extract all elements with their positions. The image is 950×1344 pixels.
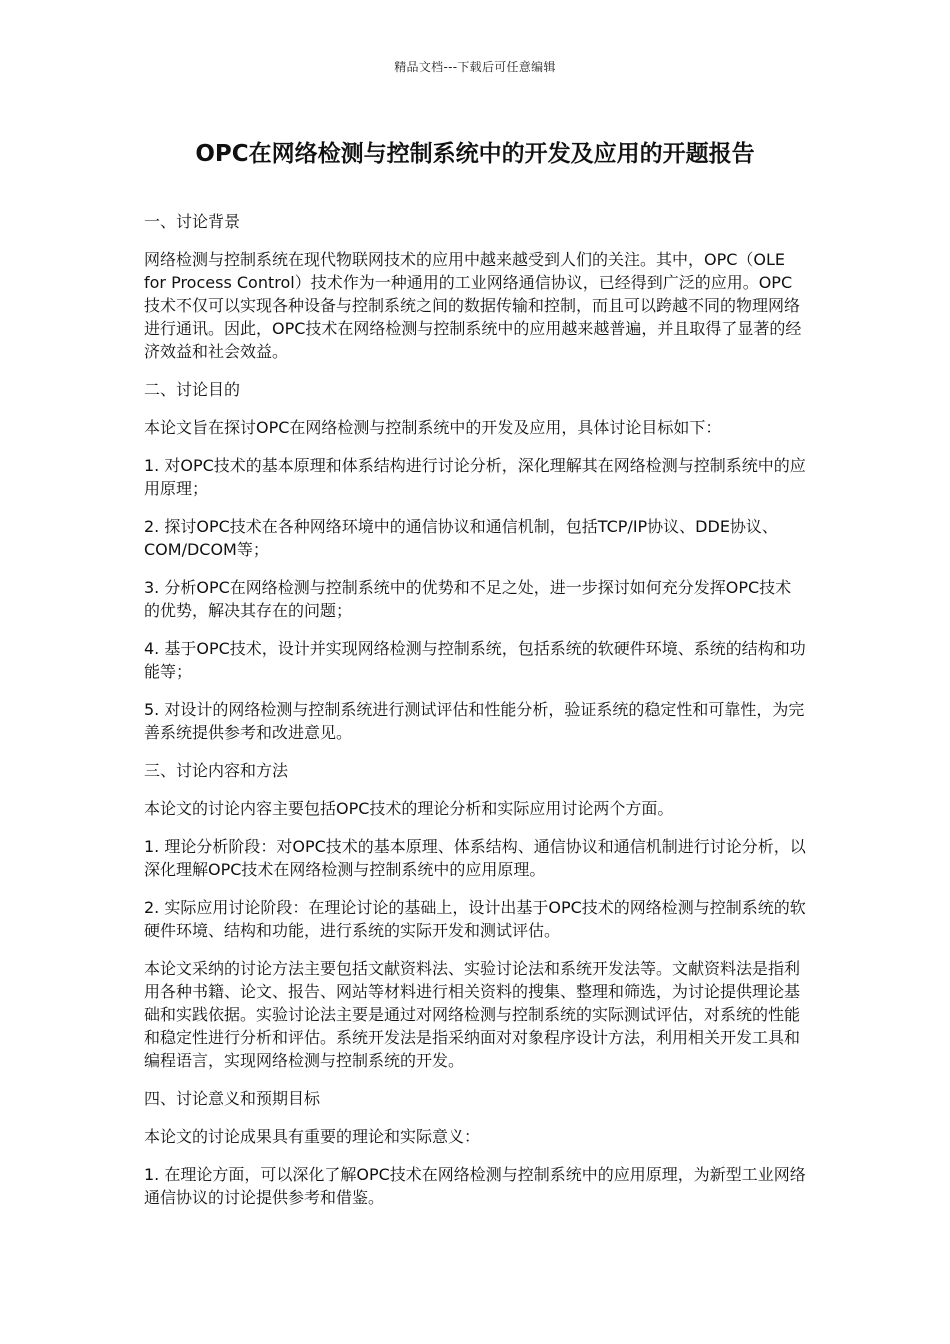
header-note: 精品文档---下载后可任意编辑 — [394, 60, 556, 74]
document-title: OPC在网络检测与控制系统中的开发及应用的开题报告 — [195, 141, 755, 167]
methods-paragraph: 本论文采纳的讨论方法主要包括文献资料法、实验讨论法和系统开发法等。文献资料法是指利用各种书籍、论文、报告、网站等材料进行相关资料的搜集、整理和筛选，为讨论提供理论基础和实践依据。实验讨论法主要是通过对网络检测与控制系统的实际测试评估，对系统的性能和稳定性进行分析和评估。系统开发法是指采纳面对对象程序设计方法，利用相关开发工具和编程语言，实现网络检测与控制系统的开发。 — [144, 959, 801, 1070]
purpose-item-5: 5. 对设计的网络检测与控制系统进行测试评估和性能分析，验证系统的稳定性和可靠性，为完善系统提供参考和改进意见。 — [144, 700, 805, 742]
content-method-item-1: 1. 理论分析阶段：对OPC技术的基本原理、体系结构、通信协议和通信机制进行讨论分析，以深化理解OPC技术在网络检测与控制系统中的应用原理。 — [144, 837, 806, 879]
purpose-item-4: 4. 基于OPC技术，设计并实现网络检测与控制系统，包括系统的软硬件环境、系统的结构和功能等； — [144, 639, 806, 681]
significance-intro: 本论文的讨论成果具有重要的理论和实际意义： — [144, 1127, 481, 1146]
purpose-item-2: 2. 探讨OPC技术在各种网络环境中的通信协议和通信机制，包括TCP/IP协议、DDE协议、COM/DCOM等； — [144, 517, 778, 559]
section-heading-purpose: 二、讨论目的 — [144, 380, 241, 399]
section-heading-significance: 四、讨论意义和预期目标 — [144, 1089, 321, 1108]
purpose-intro: 本论文旨在探讨OPC在网络检测与控制系统中的开发及应用，具体讨论目标如下： — [144, 418, 722, 437]
purpose-item-3: 3. 分析OPC在网络检测与控制系统中的优势和不足之处，进一步探讨如何充分发挥OPC技术的优势，解决其存在的问题； — [144, 578, 792, 620]
background-paragraph: 网络检测与控制系统在现代物联网技术的应用中越来越受到人们的关注。其中，OPC（OLE for Process Control）技术作为一种通用的工业网络通信协议，已经得到广泛的应用。OPC技术不仅可以实现各种设备与控制系统之间的数据传输和控制，而且可以跨越不同的物理网络进行通讯。因此，OPC技术在网络检测与控制系统中的应用越来越普遍，并且取得了显著的经济效益和社会效益。 — [144, 250, 802, 361]
purpose-item-1: 1. 对OPC技术的基本原理和体系结构进行讨论分析，深化理解其在网络检测与控制系统中的应用原理； — [144, 456, 806, 498]
document-body — [144, 210, 806, 1224]
content-method-intro: 本论文的讨论内容主要包括OPC技术的理论分析和实际应用讨论两个方面。 — [144, 799, 674, 818]
content-method-item-2: 2. 实际应用讨论阶段：在理论讨论的基础上，设计出基于OPC技术的网络检测与控制系统的软硬件环境、结构和功能，进行系统的实际开发和测试评估。 — [144, 898, 806, 940]
section-heading-background: 一、讨论背景 — [144, 212, 241, 231]
significance-item-1: 1. 在理论方面，可以深化了解OPC技术在网络检测与控制系统中的应用原理，为新型工业网络通信协议的讨论提供参考和借鉴。 — [144, 1165, 806, 1207]
section-heading-content-method: 三、讨论内容和方法 — [144, 761, 289, 780]
